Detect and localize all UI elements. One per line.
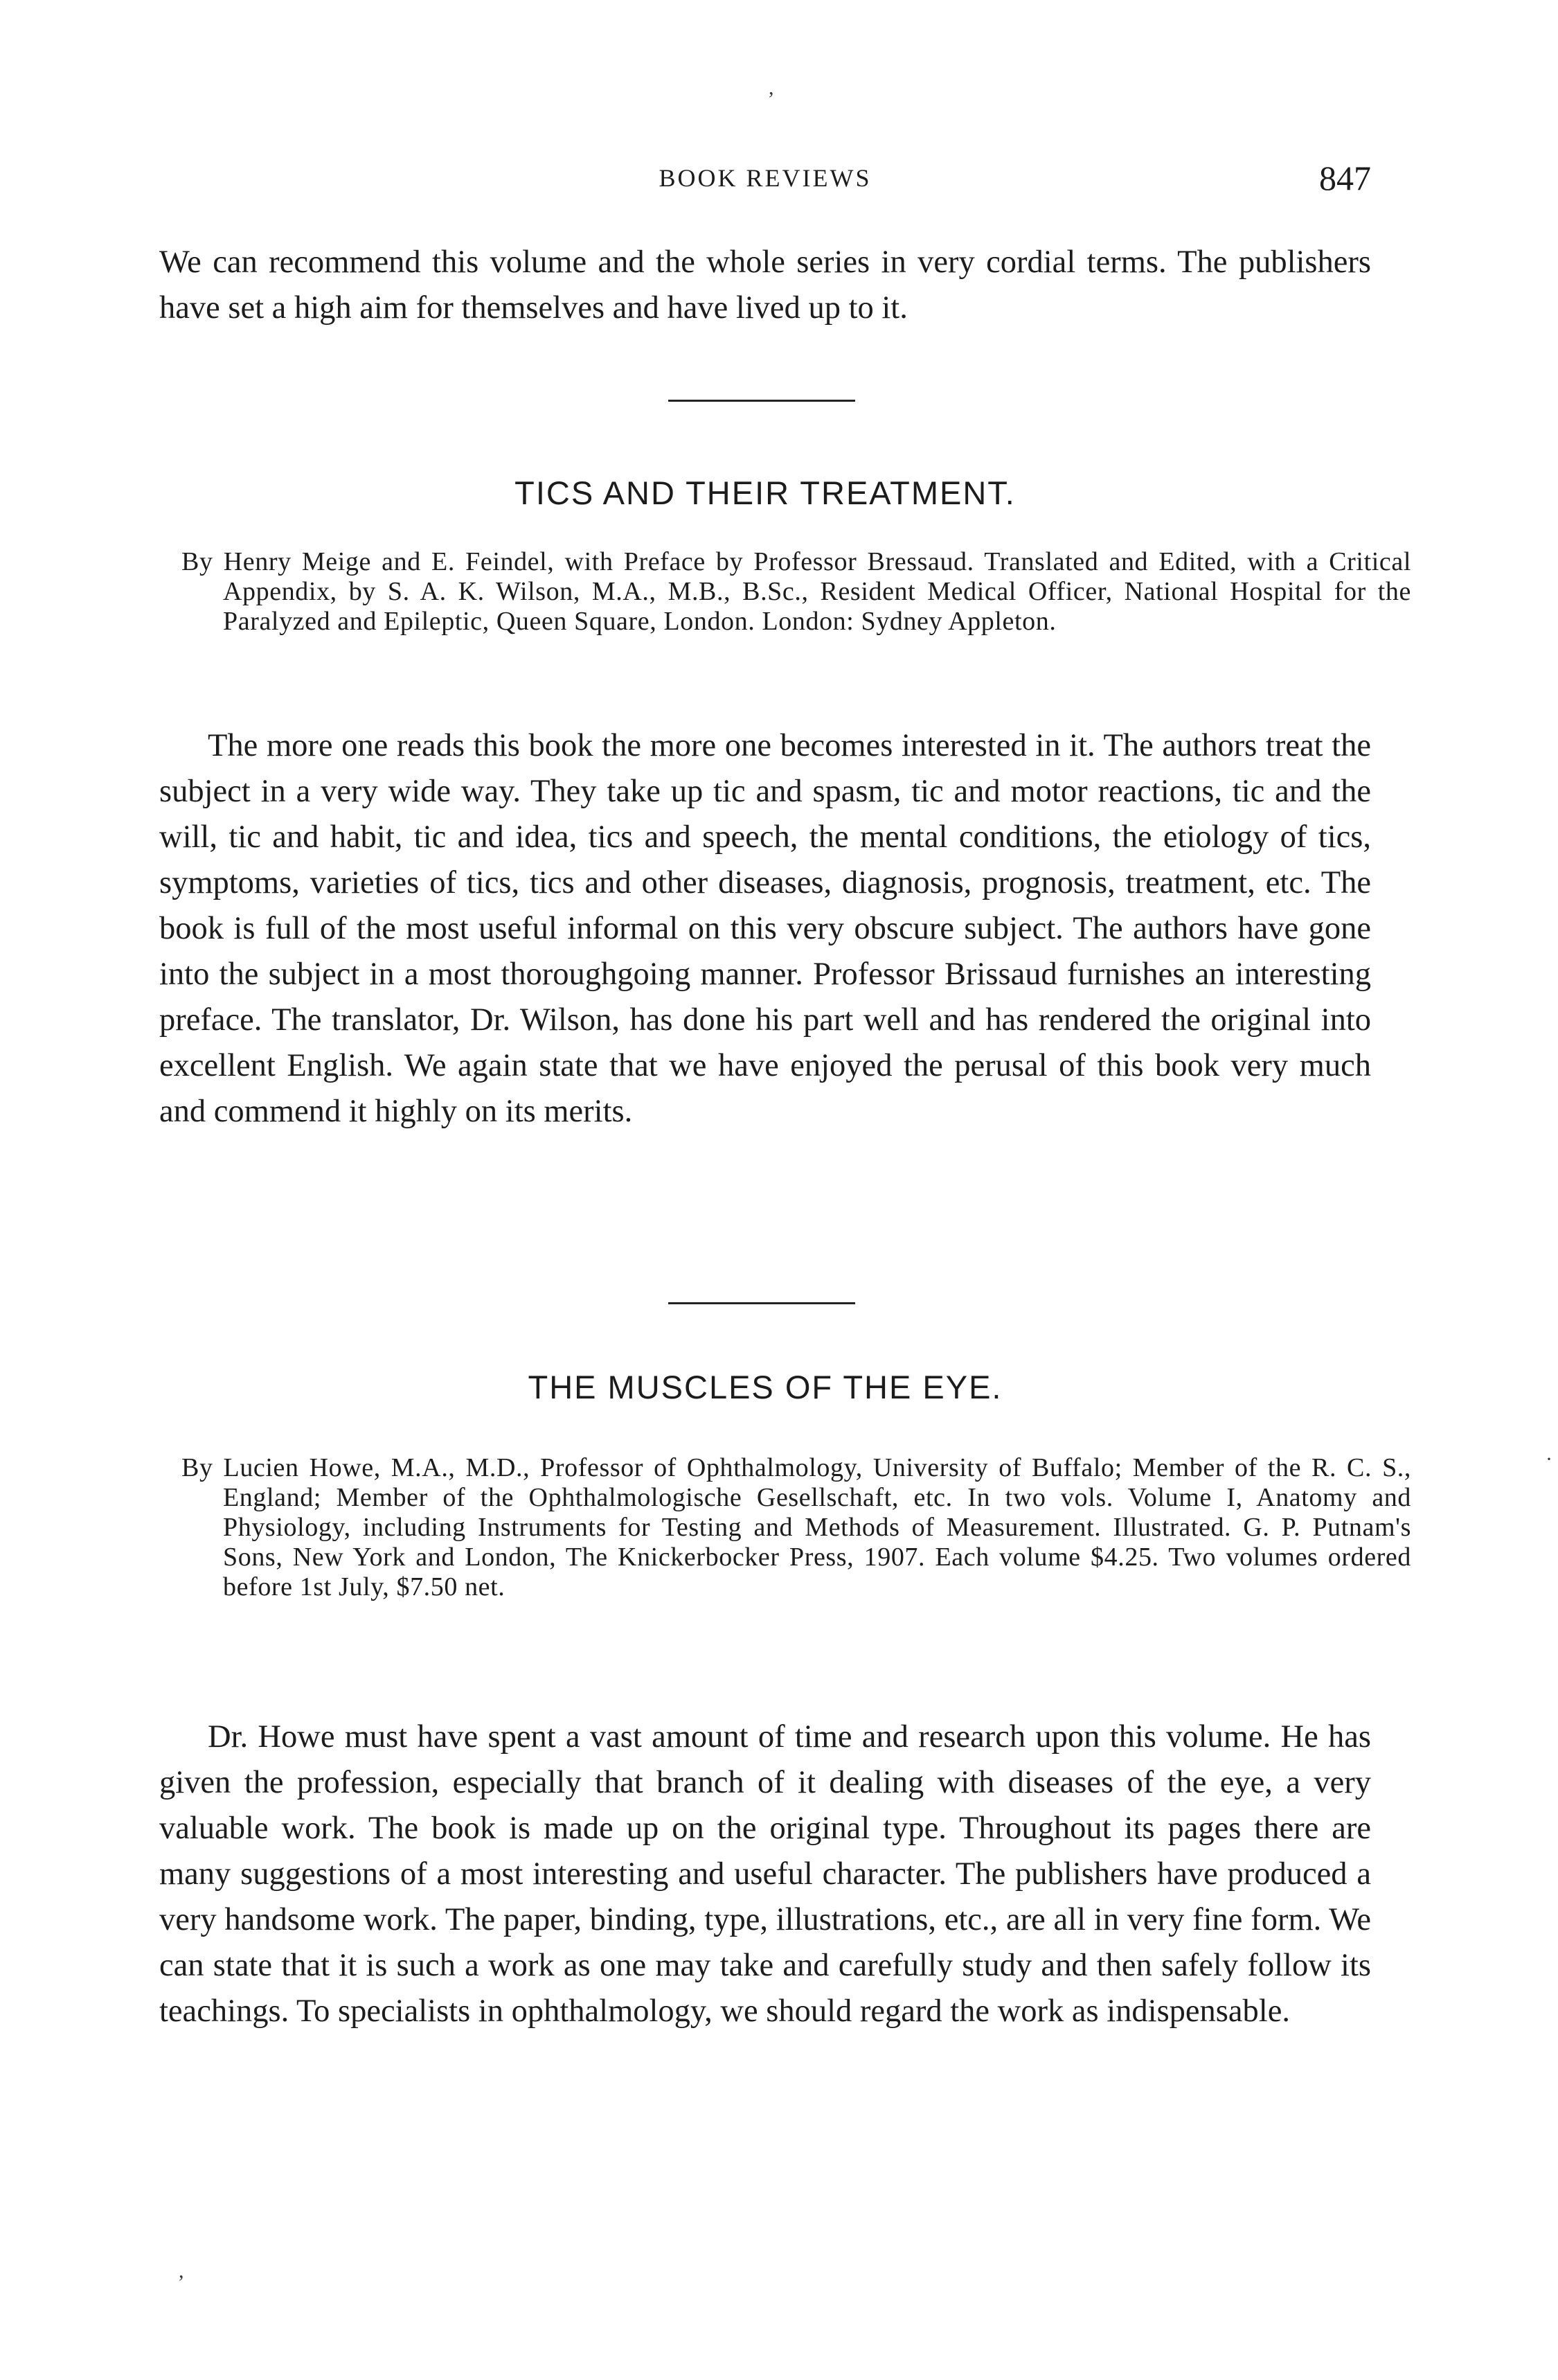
review-title-tics: TICS AND THEIR TREATMENT. bbox=[514, 474, 1016, 511]
review-body-eye: Dr. Howe must have spent a vast amount of time and research upon this volume. He has given the profession, especially that branch of it dealing with diseases of the eye, a very valuable work. The book is made up on the original type. Throughout its pages there are many suggestions of a most interesting and useful character. The publishers have produced a very handsome work. The paper, binding, type, illustrations, etc., are all in very fine form. We can state that it is such a work as one may take and carefully study and then safely follow its teachings. To specialists in ophthalmology, we should regard the work as indispensable. bbox=[159, 1719, 1371, 2029]
review-title-eye: THE MUSCLES OF THE EYE. bbox=[528, 1369, 1003, 1405]
review-byline-eye: By Lucien Howe, M.A., M.D., Professor of Ophthalmology, University of Buffalo; Member of the R. C. S., England; Member of the Ophthalmologische Gesellschaft, etc. In two vols. Volume I, Anatomy and Physiology, including Instruments for Testing and Methods of Measurement. Illustrated. G. P. Putnam's Sons, New York and London, The Knickerbocker Press, 1907. Each volume $4.25. Two volumes ordered before 1st July, $7.50 net. bbox=[181, 1453, 1411, 1601]
running-title: BOOK REVIEWS bbox=[659, 164, 872, 192]
section-divider bbox=[668, 400, 855, 402]
review-byline-tics: By Henry Meige and E. Feindel, with Preface by Professor Bressaud. Translated and Edited, with a Critical Appendix, by S. A. K. Wilson, M.A., M.B., B.Sc., Resident Medical Officer, National Hospital for the Paralyzed and Epileptic, Queen Square, London. London: Sydney Appleton. bbox=[181, 547, 1411, 636]
stray-mark-bottom: , bbox=[179, 2259, 184, 2282]
stray-mark-top: , bbox=[769, 76, 774, 99]
section-divider bbox=[668, 1302, 855, 1304]
stray-mark-right: · bbox=[1546, 1448, 1552, 1471]
running-head bbox=[159, 158, 1371, 206]
review-body-tics: The more one reads this book the more one becomes interested in it. The authors treat the subject in a very wide way. They take up tic and spasm, tic and motor reactions, tic and the will, tic and habit, tic and idea, tics and speech, the mental conditions, the etiology of tics, symptoms, varieties of tics, tics and other diseases, diagnosis, prognosis, treatment, etc. The book is full of the most useful informal on this very obscure subject. The authors have gone into the subject in a most thoroughgoing manner. Professor Brissaud furnishes an interesting preface. The translator, Dr. Wilson, has done his part well and has rendered the original into excellent English. We again state that we have enjoyed the perusal of this book very much and commend it highly on its merits. bbox=[159, 728, 1371, 1129]
opening-paragraph: We can recommend this volume and the whole series in very cordial terms. The publishers have set a high aim for themselves and have lived up to it. bbox=[159, 245, 1371, 326]
page-number: 847 bbox=[1319, 159, 1371, 197]
